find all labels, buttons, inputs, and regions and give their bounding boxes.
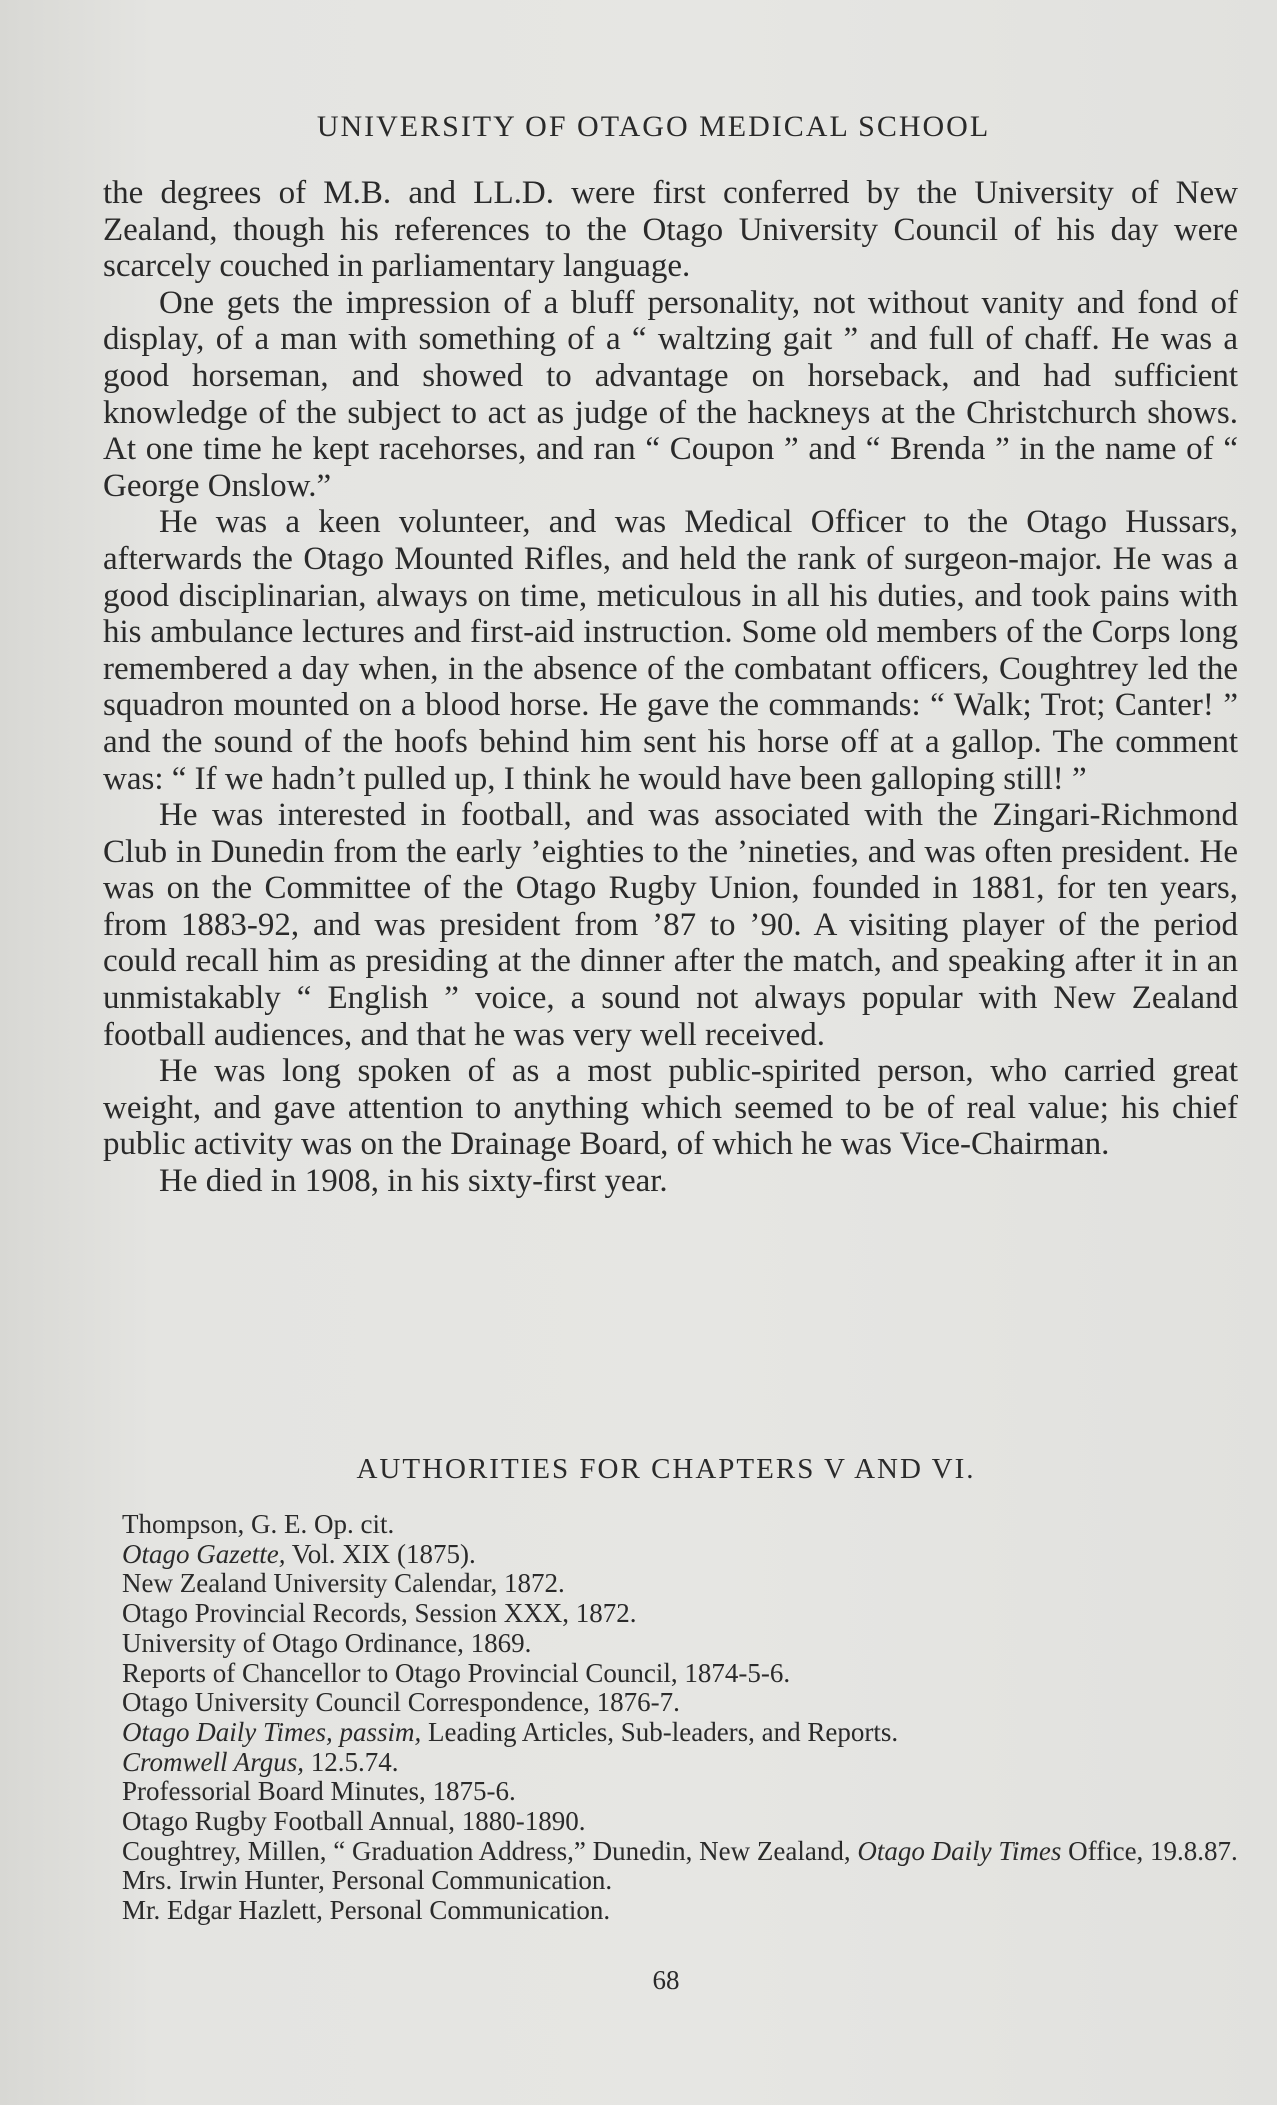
reference-list xyxy=(122,1510,1257,1926)
running-header: UNIVERSITY OF OTAGO MEDICAL SCHOOL xyxy=(316,110,991,143)
body-text xyxy=(103,175,1238,1200)
paragraph: One gets the impression of a bluff personality, not without vanity and fond of display, of a man with something of a “ waltzing gait ” and full of chaff. He was a good horseman, and showed to advantage on horseback, and had sufficient knowledge of the subject to act as judge of the hackneys at the Christchurch shows. At one time he kept racehorses, and ran “ Coupon ” and “ Brenda ” in the name of “ George Onslow.” xyxy=(103,284,1238,504)
reference-item: Otago Rugby Football Annual, 1880-1890. xyxy=(122,1806,586,1837)
reference-item: Cromwell Argus, 12.5.74. xyxy=(122,1746,399,1777)
reference-item: Otago University Council Correspondence, 1876-7. xyxy=(122,1687,680,1718)
reference-item: New Zealand University Calendar, 1872. xyxy=(122,1568,565,1599)
reference-item: Otago Gazette, Vol. XIX (1875). xyxy=(122,1538,476,1569)
paragraph: He was interested in football, and was associated with the Zingari-Richmond Club in Dunedin from the early ’eighties to the ’nineties, and was often president. He was on the Committee of the Otago Rugby Union, founded in 1881, for ten years, from 1883-92, and was president from ’87 to ’90. A visiting player of the period could recall him as presiding at the dinner after the match, and speaking after it in an unmistakably “ English ” voice, a sound not always popular with New Zealand football audiences, and that he was very well received. xyxy=(103,797,1238,1053)
paragraph: He was a keen volunteer, and was Medical Officer to the Otago Hussars, afterwards the Otago Mounted Rifles, and held the rank of surgeon-major. He was a good disciplinarian, always on time, meticulous in all his duties, and took pains with his ambulance lectures and first-aid instruction. Some old members of the Corps long remembered a day when, in the absence of the combatant officers, Coughtrey led the squadron mounted on a blood horse. He gave the commands: “ Walk; Trot; Canter! ” and the sound of the hoofs behind him sent his horse off at a gallop. The comment was: “ If we hadn’t pulled up, I think he would have been galloping still! ” xyxy=(103,504,1238,797)
reference-item: Thompson, G. E. Op. cit. xyxy=(122,1509,395,1539)
paragraph: the degrees of M.B. and LL.D. were first conferred by the University of New Zealand, though his references to the Otago University Council of his day were scarcely couched in parliamentary language. xyxy=(103,175,1238,285)
paragraph: He died in 1908, in his sixty-first year. xyxy=(159,1163,668,1200)
page-number: 68 xyxy=(652,1965,680,1995)
reference-item: Coughtrey, Millen, “ Graduation Address,” Dunedin, New Zealand, Otago Daily Times Office, 19.8.87. xyxy=(122,1835,1238,1866)
reference-item: Otago Daily Times, passim, Leading Articles, Sub-leaders, and Reports. xyxy=(122,1716,899,1747)
reference-item: Otago Provincial Records, Session XXX, 1872. xyxy=(122,1598,637,1629)
reference-item: Professorial Board Minutes, 1875-6. xyxy=(122,1776,516,1807)
paragraph: He was long spoken of as a most public-spirited person, who carried great weight, and gave attention to anything which seemed to be of real value; his chief public activity was on the Drainage Board, of which he was Vice-Chairman. xyxy=(103,1053,1238,1163)
reference-item: Mr. Edgar Hazlett, Personal Communication. xyxy=(122,1895,611,1926)
reference-item: University of Otago Ordinance, 1869. xyxy=(122,1627,532,1658)
reference-item: Reports of Chancellor to Otago Provincial Council, 1874-5-6. xyxy=(122,1657,791,1688)
reference-item: Mrs. Irwin Hunter, Personal Communication. xyxy=(122,1865,613,1896)
authorities-heading: AUTHORITIES FOR CHAPTERS V AND VI. xyxy=(356,1453,976,1485)
